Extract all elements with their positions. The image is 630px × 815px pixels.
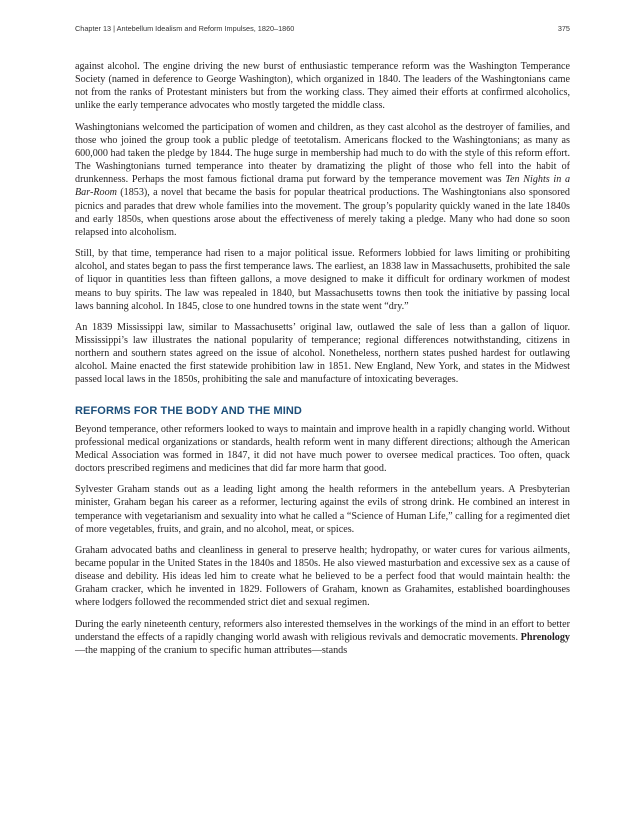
paragraph-washingtonians <box>75 121 570 239</box>
book-title: Ten Nights in a Bar-Room <box>75 174 571 199</box>
paragraph-text: (1853), a novel that became the basis for popular theatrical productions. The Washingtonians also sponsored picnics and parades that drew whole families into the movement. The group’s popularity quickly waned in the late 1840s and early 1850s, when questions arose about the effectiveness of merely taking a pledge. Many who had done so soon relapsed into alcoholism. <box>75 187 570 238</box>
paragraph-text: against alcohol. The engine driving the new burst of enthusiastic temperance reform was the Washington Temperance Society (named in deference to George Washington), which organized in 1840. The leaders of the Washingtonians came not from the ranks of Protestant ministers but from the working class. They aimed their efforts at confirmed alcoholics, unlike the early temperance advocates who mostly targeted the middle class. <box>75 61 570 112</box>
page-number: 375 <box>557 24 570 33</box>
key-term: Phrenology <box>520 631 570 643</box>
paragraph-mississippi-law <box>75 321 570 387</box>
chapter-title: Chapter 13 | Antebellum Idealism and Reform Impulses, 1820–1860 <box>75 24 295 33</box>
paragraph-temperance-laws <box>75 247 570 313</box>
paragraph-graham-cracker <box>75 544 570 610</box>
paragraph-text: Sylvester Graham stands out as a leading light among the health reformers in the antebellum years. A Presbyterian minister, Graham began his career as a reformer, lecturing against the evils of strong drink. He combined an interest in temperance with vegetarianism and sexuality into what he called a “Science of Human Life,” calling for a regimented diet of more vegetables, fruits, and grain, and no alcohol, meat, or spices. <box>75 484 570 535</box>
paragraph-text: Graham advocated baths and cleanliness in general to preserve health; hydropathy, or water cures for various ailments, became popular in the United States in the 1840s and 1850s. He also viewed masturbation and excessive sex as a cause of disease and debility. His ideas led him to create what he believed to be a perfect food that would maintain health: the Graham cracker, which he invented in 1829. Followers of Graham, known as Grahamites, established boardinghouses where lodgers followed the recommended strict diet and sexual regimen. <box>75 544 570 609</box>
paragraph-text: Washingtonians welcomed the participation of women and children, as they cast alcohol as the destroyer of families, and those who joined the group took a public pledge of teetotalism. Americans flocked to the Washingtonians; as many as 600,000 had taken the pledge by 1844. The huge surge in membership had much to do with the style of this reform effort. The Washingtonians turned temperance into theater by dramatizing the plight of those who fell into the habit of drunkenness. Perhaps the most famous fictional drama put forward by the temperance movement was <box>75 121 570 186</box>
paragraph-text: Beyond temperance, other reformers looked to ways to maintain and improve health in a rapidly changing world. Without professional medical organizations or standards, health reform went in many different directions; although the American Medical Association was formed in 1847, it did not have much power to oversee medical practices. Too often, quack doctors prescribed regimens and medicines that did far more harm that good. <box>75 423 570 475</box>
paragraph-sylvester-graham <box>75 483 570 536</box>
paragraph-text: During the early nineteenth century, reformers also interested themselves in the workings of the mind in an effort to better understand the effects of a rapidly changing world awash with religious revivals and democratic movements. <box>75 618 570 643</box>
running-head <box>75 24 570 38</box>
paragraph-health-reform <box>75 423 570 476</box>
paragraph-washington-society <box>75 60 570 113</box>
paragraph-phrenology <box>75 618 570 657</box>
paragraph-text: An 1839 Mississippi law, similar to Massachusetts’ original law, outlawed the sale of less than a gallon of liquor. Mississippi’s law illustrates the national popularity of temperance; regional differences notwithstanding, citizens in northern and southern states agreed on the issue of alcohol. Nonetheless, northern states pushed hardest for outlawing alcohol. Maine enacted the first statewide prohibition law in 1851. New England, New York, and states in the Midwest passed local laws in the 1850s, prohibiting the sale and manufacture of intoxicating beverages. <box>75 321 570 386</box>
paragraph-text: —the mapping of the cranium to specific human attributes—stands <box>75 644 348 656</box>
paragraph-text: Still, by that time, temperance had risen to a major political issue. Reformers lobbied for laws limiting or prohibiting alcohol, and states began to pass the first temperance laws. The earliest, an 1838 law in Massachusetts, prohibited the sale of liquor in quantities less than fifteen gallons, a move designed to make it difficult for ordinary workmen of modest means to buy spirits. The law was repealed in 1840, but Massachusetts towns then took the initiative by passing local laws banning alcohol. In 1845, close to one hundred towns in the state went “dry.” <box>75 248 570 312</box>
section-heading: REFORMS FOR THE BODY AND THE MIND <box>75 404 302 417</box>
